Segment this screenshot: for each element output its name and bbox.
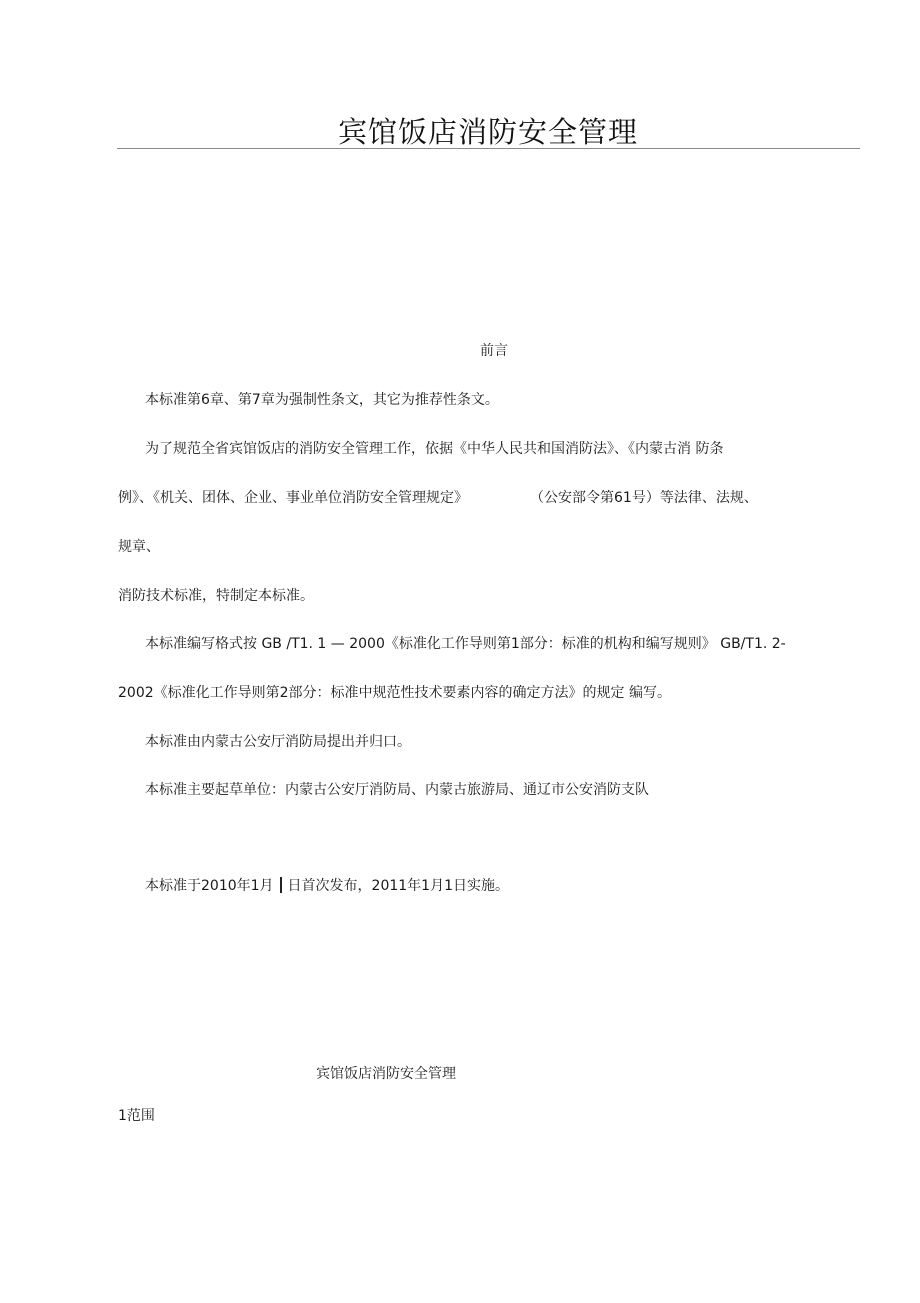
foreword-paragraph-4: 本标准由内蒙古公安厅消防局提出并归口。 [145, 734, 411, 750]
foreword-paragraph-6 [145, 877, 509, 895]
foreword-paragraph-3-line-2: 2002《标准化工作导则第2部分：标准中规范性技术要素内容的确定方法》的规定 编写。 [118, 685, 671, 701]
document-title: 宾馆饭店消防安全管理 [337, 115, 638, 149]
foreword-paragraph-2-line-4: 消防技术标准，特制定本标准。 [118, 588, 314, 604]
title-underline [117, 148, 860, 149]
foreword-paragraph-1: 本标准第6章、第7章为强制性条文，其它为推荐性条文。 [145, 392, 499, 408]
foreword-paragraph-6a: 本标准于2010年1月 [145, 878, 274, 894]
foreword-paragraph-6b: 日首次发布，2011年1月1日实施。 [287, 878, 509, 894]
vertical-bar-mark [280, 877, 282, 893]
foreword-paragraph-5: 本标准主要起草单位：内蒙古公安厅消防局、内蒙古旅游局、通辽市公安消防支队 [145, 782, 649, 798]
foreword-paragraph-2-line-2a: 例》、《机关、团体、企业、事业单位消防安全管理规定》 [118, 490, 468, 506]
body-subtitle: 宾馆饭店消防安全管理 [316, 1066, 456, 1082]
foreword-paragraph-2-line-2b: （公安部令第61号）等法律、法规、 [530, 490, 758, 506]
foreword-paragraph-2-line-2 [118, 489, 758, 507]
foreword-paragraph-3-line-1: 本标准编写格式按 GB /T1. 1 — 2000《标准化工作导则第1部分：标准的机构和编写规则》 GB/T1. 2- [145, 636, 786, 652]
foreword-paragraph-2-line-3: 规章、 [118, 539, 160, 555]
section-1-heading: 1范围 [118, 1108, 155, 1124]
foreword-paragraph-2-line-1: 为了规范全省宾馆饭店的消防安全管理工作，依据《中华人民共和国消防法》、《内蒙古消 防条 [145, 441, 724, 457]
foreword-heading: 前言 [480, 343, 508, 359]
